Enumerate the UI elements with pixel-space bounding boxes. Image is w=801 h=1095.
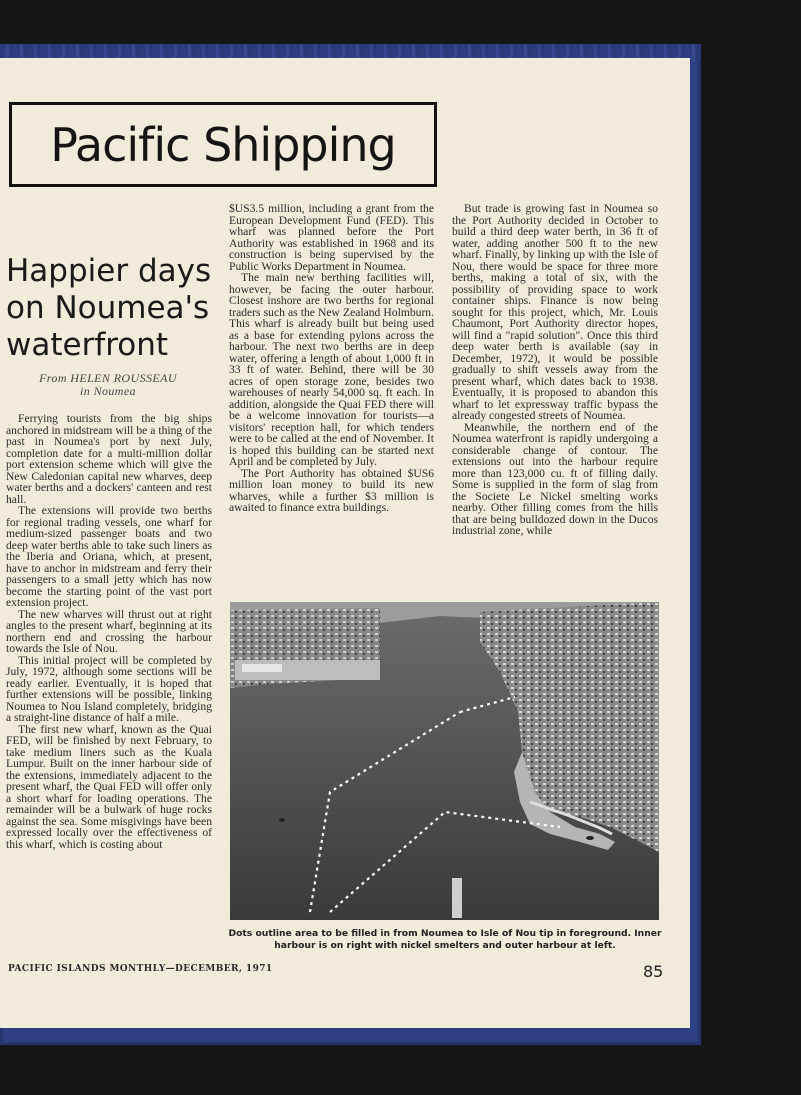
paragraph: The new wharves will thrust out at right angles to the present wharf, beginning at its northern end and crossing the harbour towards the Isle of Nou. [6,607,212,655]
paragraph: This initial project will be completed by July, 1972, although some sections will be ready earlier. Eventually, it is hoped that further extensions will be possible, linking Noumea to Nou Island completely, bridging a straight-line distance of half a mile. [6,653,212,724]
article-column-1 [6,413,212,850]
byline-author: From HELEN ROUSSEAU [39,371,177,385]
section-title: Pacific Shipping [50,117,396,172]
paragraph: The extensions will provide two berths for regional trading vessels, one wharf for medium-sized passenger boats and two deep water berths able to take such liners as the Iberia and Oriana, which, at present, have to anchor in midstream and ferry their passengers to a small jetty which has now become the starting point of the vast port extension project. [6,504,212,609]
article-headline: Happier days on Noumea's waterfront [6,253,212,363]
paragraph: The Port Authority has obtained $US6 million loan money to build its new wharves, while a further $3 million is awaited to finance extra buildings. [229,466,434,514]
paragraph: Meanwhile, the northern end of the Noumea waterfront is rapidly undergoing a considerable change of contour. The extensions out into the harbour require more than 123,000 cu. ft of filling daily. Some is supplied in the form of slag from the Societe Le Nickel smelting works nearby. Other filling comes from the hills that are being bulldozed down in the Ducos industrial zone, while [452,420,658,537]
article-column-3 [452,203,658,537]
aerial-harbour-photo [230,602,659,920]
byline [6,372,210,398]
article-column-2 [229,203,434,514]
aerial-photo-illustration [230,602,659,920]
publication-footer: PACIFIC ISLANDS MONTHLY—DECEMBER, 1971 [8,964,273,974]
byline-location: in Noumea [80,384,136,398]
paragraph: The first new wharf, known as the Quai FED, will be finished by next February, to take medium liners such as the Kuala Lumpur. Built on the inner harbour side of the extensions, immediately adjacent to the present wharf, the Quai FED will offer only a short wharf for loading operations. The remainder will be a bulwark of huge rocks against the sea. Some misgivings have been expressed locally over the effectiveness of this wharf, which is costing about [6,722,212,851]
paragraph: Ferrying tourists from the big ships anchored in midstream will be a thing of the past in Noumea's port by next July, completion date for a multi-million dollar port extension scheme which will give the New Caledonian capital new wharves, deep water berths and a dockers' canteen and rest hall. [6,412,212,506]
paragraph: The main new berthing facilities will, however, be facing the outer harbour. Closest inshore are two berths for regional traders such as the New Zealand Holmburn. This wharf is already built but being used as a base for extending pylons across the harbour. The next two berths are in deep water, offering a length of about 1,000 ft in 33 ft of water. Behind, there will be 30 acres of open storage zone, besides two warehouses of nearly 54,000 sq. ft each. In addition, alongside the Quai FED there will be a welcome innovation for tourists—a visitors' reception hall, for which tenders were to be called at the end of November. It is hoped this building can be started next April and be completed by July. [229,271,434,468]
paragraph: $US3.5 million, including a grant from the European Development Fund (FED). This wharf was planned before the Port Authority was established in 1968 and its construction is being supervised by the Public Works Department in Noumea. [229,202,434,273]
page-number: 85 [643,962,664,981]
photo-caption: Dots outline area to be filled in from Noumea to Isle of Nou tip in foreground. Inner harbour is on right with nickel smelters and outer harbour at left. [228,928,662,951]
masthead-box [9,102,437,187]
paragraph: But trade is growing fast in Noumea so the Port Authority decided in October to build a third deep water berth, in 36 ft of water, adding another 500 ft to the new wharf. Finally, by linking up with the Isle of Nou, there would be space for three more berths, making a total of six, with the possibility of providing space to work container ships. Finance is now being sought for this project, which, Mr. Louis Chaumont, Port Authority director hopes, will find a "rapid solution". Once this third deep water berth is available (say in December, 1972), it would be possible gradually to shift vessels away from the present wharf, which dates back to 1938. Eventually, it is proposed to abandon this wharf to let expressway traffic bypass the already congested streets of Noumea. [452,202,658,422]
